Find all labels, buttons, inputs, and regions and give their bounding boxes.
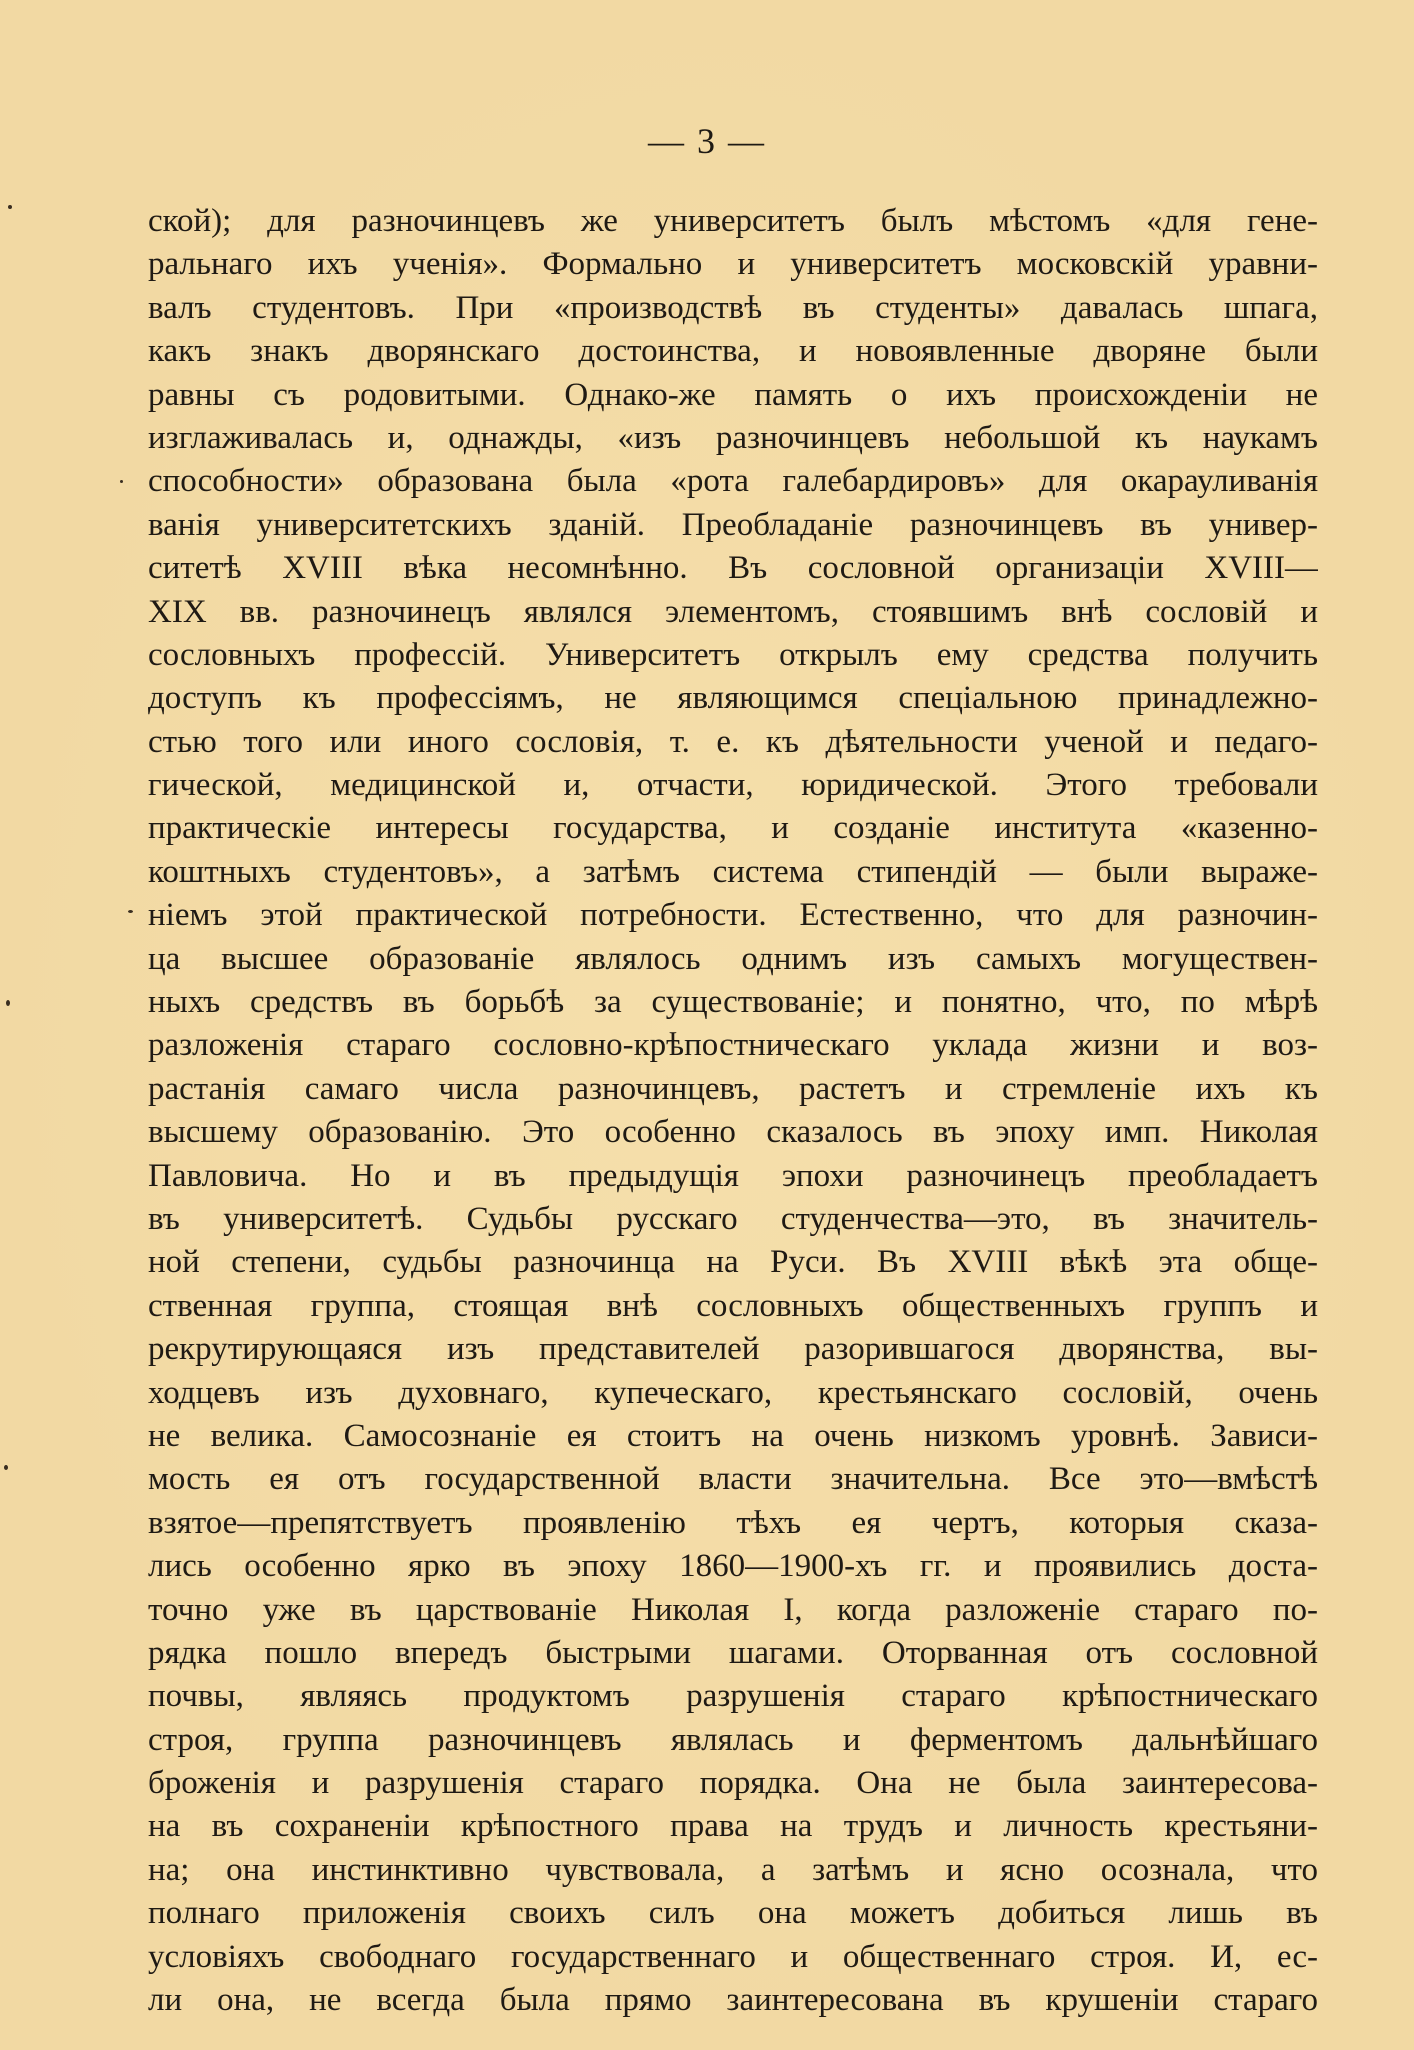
text-line: гической, медицинской и, отчасти, юридической. Этого требовали: [148, 767, 1318, 804]
text-line: точно уже въ царствованіе Николая I, когда разложеніе стараго по-: [148, 1591, 1318, 1628]
text-line: валъ студентовъ. При «производствѣ въ студенты» давалась шпага,: [148, 289, 1318, 326]
text-line: коштныхъ студентовъ», а затѣмъ система стипендій — были выраже-: [148, 853, 1318, 890]
text-line: броженія и разрушенія стараго порядка. Она не была заинтересова-: [148, 1765, 1318, 1802]
text-line: въ университетѣ. Судьбы русскаго студенчества—это, въ значитель-: [148, 1200, 1318, 1237]
text-line: ванія университетскихъ зданій. Преобладаніе разночинцевъ въ универ-: [148, 506, 1318, 543]
text-line: лись особенно ярко въ эпоху 1860—1900-хъ гг. и проявились доста-: [148, 1548, 1318, 1585]
text-line: XIX вв. разночинецъ являлся элементомъ, стоявшимъ внѣ сословій и: [148, 593, 1318, 630]
text-line: взятое—препятствуетъ проявленію тѣхъ ея чертъ, которыя сказа-: [148, 1504, 1318, 1541]
text-line: ныхъ средствъ въ борьбѣ за существованіе; и понятно, что, по мѣрѣ: [148, 984, 1318, 1021]
text-line: ральнаго ихъ ученія». Формально и университетъ московскій уравни-: [148, 246, 1318, 283]
ink-speck: [128, 910, 133, 913]
text-line: ской); для разночинцевъ же университетъ былъ мѣстомъ «для гене-: [148, 203, 1318, 239]
text-line: полнаго приложенія своихъ силъ она можетъ добиться лишь въ: [148, 1895, 1318, 1932]
text-line: какъ знакъ дворянскаго достоинства, и новоявленные дворяне были: [148, 333, 1318, 370]
text-line: Павловича. Но и въ предыдущія эпохи разночинецъ преобладаетъ: [148, 1157, 1318, 1194]
text-line: изглаживалась и, однажды, «изъ разночинцевъ небольшой къ наукамъ: [148, 419, 1318, 456]
text-line: ственная группа, стоящая внѣ сословныхъ общественныхъ группъ и: [148, 1287, 1318, 1324]
text-line: рекрутирующаяся изъ представителей разорившагося дворянства, вы-: [148, 1331, 1318, 1368]
text-line: равны съ родовитыми. Однако-же память о ихъ происхожденіи не: [148, 376, 1318, 413]
text-line: почвы, являясь продуктомъ разрушенія стараго крѣпостническаго: [148, 1678, 1318, 1715]
text-line: строя, группа разночинцевъ являлась и ферментомъ дальнѣйшаго: [148, 1721, 1318, 1758]
text-line: доступъ къ профессіямъ, не являющимся спеціальною принадлежно-: [148, 680, 1318, 717]
text-line: ситетѣ XVIII вѣка несомнѣнно. Въ сословной организаціи XVIII—: [148, 550, 1318, 587]
ink-speck: [4, 1465, 8, 1470]
text-line: ной степени, судьбы разночинца на Руси. Въ XVIII вѣкѣ эта обще-: [148, 1244, 1318, 1281]
text-line: высшему образованію. Это особенно сказалось въ эпоху имп. Николая: [148, 1114, 1318, 1151]
text-line: ца высшее образованіе являлось однимъ изъ самыхъ могуществен-: [148, 940, 1318, 977]
text-line: условіяхъ свободнаго государственнаго и общественнаго строя. И, ес-: [148, 1938, 1318, 1975]
text-line: на въ сохраненіи крѣпостного права на трудъ и личность крестьяни-: [148, 1808, 1318, 1845]
text-line: мость ея отъ государственной власти значительна. Все это—вмѣстѣ: [148, 1461, 1318, 1498]
text-line: практическіе интересы государства, и созданіе института «казенно-: [148, 810, 1318, 847]
text-line: стью того или иного сословія, т. е. къ дѣятельности ученой и педаго-: [148, 723, 1318, 760]
text-line: не велика. Самосознаніе ея стоитъ на очень низкомъ уровнѣ. Зависи-: [148, 1417, 1318, 1454]
text-line: ли она, не всегда была прямо заинтересована въ крушеніи стараго: [148, 1982, 1318, 2019]
page-number: — 3 —: [648, 121, 766, 161]
text-line: растанія самаго числа разночинцевъ, растетъ и стремленіе ихъ къ: [148, 1070, 1318, 1107]
text-line: на; она инстинктивно чувствовала, а затѣмъ и ясно осознала, что: [148, 1851, 1318, 1888]
text-line: ходцевъ изъ духовнаго, купеческаго, крестьянскаго сословій, очень: [148, 1374, 1318, 1411]
ink-speck: [120, 480, 123, 483]
ink-speck: [8, 205, 12, 209]
text-line: способности» образована была «рота галебардировъ» для окарауливанія: [148, 463, 1318, 500]
text-line: рядка пошло впередъ быстрыми шагами. Оторванная отъ сословной: [148, 1634, 1318, 1671]
text-line: разложенія стараго сословно-крѣпостническаго уклада жизни и воз-: [148, 1027, 1318, 1064]
body-text: [148, 200, 1318, 2022]
text-line: сословныхъ профессій. Университетъ открылъ ему средства получить: [148, 636, 1318, 673]
ink-speck: [6, 1000, 10, 1006]
text-line: ніемъ этой практической потребности. Естественно, что для разночин-: [148, 897, 1318, 934]
